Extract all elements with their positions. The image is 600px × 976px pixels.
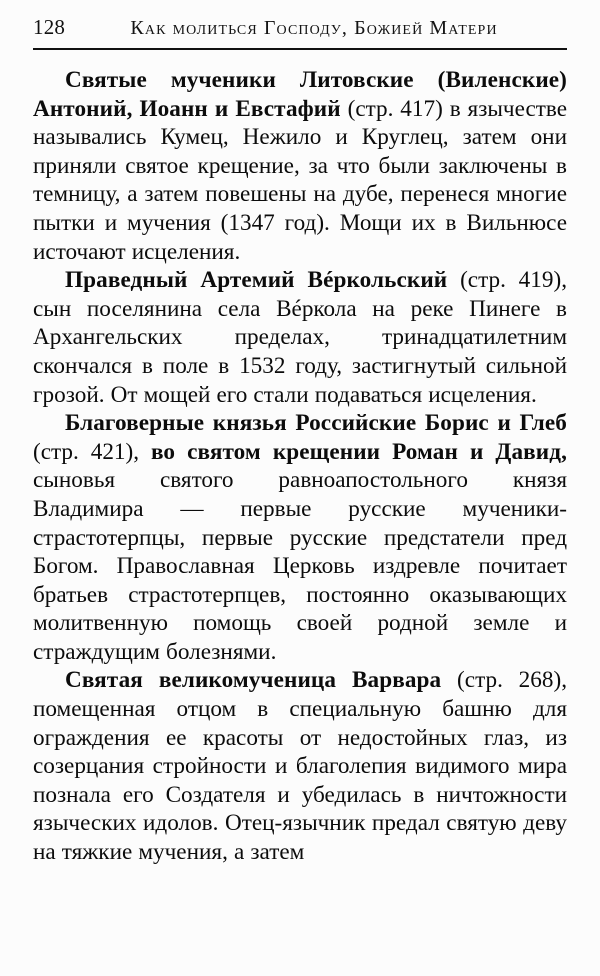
baptismal-names-boris-and-gleb: во святом крещении Роман и Давид, xyxy=(150,438,567,465)
header-divider-rule xyxy=(33,48,567,50)
saint-name-artemy-verkolsky: Праведный Артемий Вéркольский xyxy=(65,267,448,294)
paragraph-boris-and-gleb xyxy=(33,409,567,666)
paragraph-body-artemy-verkolsky: (стр. 419), сын поселянина села Вéркола на реке Пинеге в Архангельских пределах, тринадцатилетним скончался в поле в 1532 году, застигнутый сильной грозой. От мощей его стали подаваться исцеления. xyxy=(33,267,567,408)
page-number: 128 xyxy=(33,15,66,39)
body-text-column xyxy=(33,66,567,867)
paragraph-artemy-verkolsky xyxy=(33,266,567,409)
paragraph-lithuanian-martyrs xyxy=(33,66,567,266)
paragraph-saint-varvara xyxy=(33,666,567,866)
saint-name-boris-and-gleb: Благоверные князья Российские Борис и Глеб xyxy=(65,410,567,437)
paragraph-body-lithuanian-martyrs: (стр. 417) в язычестве назывались Кумец, Нежило и Круглец, затем они приняли святое крещение, за что были заключены в темницу, а затем повешены на дубе, перенеся многие пытки и мучения (1347 год). Мощи их в Вильнюсе источают исцеления. xyxy=(33,95,567,265)
paragraph-reference-boris-and-gleb: (стр. 421), xyxy=(33,438,151,465)
running-header xyxy=(33,17,567,47)
paragraph-body-varvara: (стр. 268), помещенная отцом в специальную башню для ограждения ее красоты от недостойных глаз, из созерцания стройности и благолепия видимого мира познала его Создателя и убедилась в ничтожности языческих идолов. Отец-язычник предал святую деву на тяжкие мучения, а затем xyxy=(33,667,567,866)
running-header-title: Как молиться Господу, Божией Матери xyxy=(130,17,498,39)
saint-name-lithuanian-martyrs: Святые мученики Литовские (Виленские) Антоний, Иоанн и Евстафий xyxy=(33,67,567,122)
saint-name-varvara: Святая великомученица Варвара xyxy=(65,667,442,694)
paragraph-body-boris-and-gleb: сыновья святого равноапостольного князя Владимира — первые русские мученики-страстотерпцы, первые русские предстатели пред Богом. Православная Церковь издревле почитает братьев страстотерпцев, постоянно оказывающих молитвенную помощь своей родной земле и страждущим болезнями. xyxy=(33,467,567,665)
